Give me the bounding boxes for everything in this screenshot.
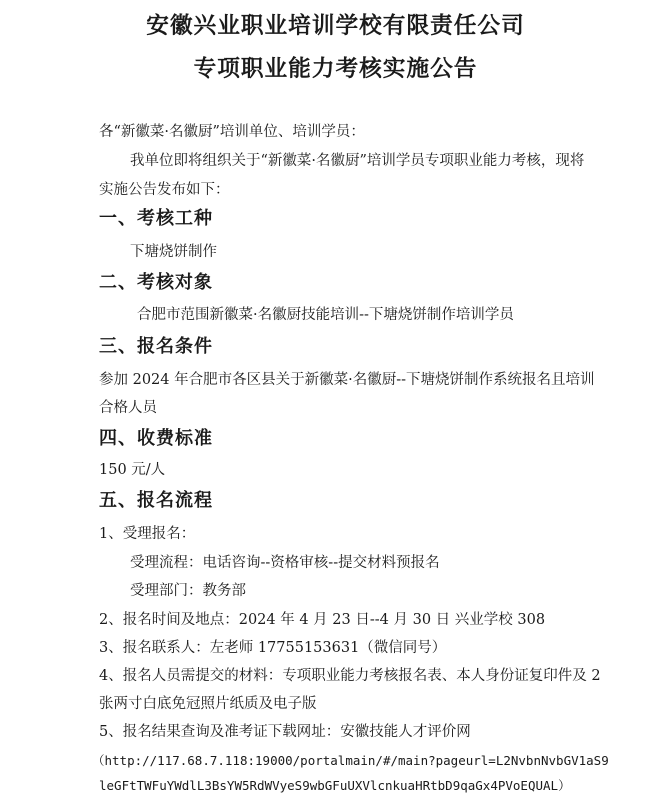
intro-line-2: 实施公告发布如下：	[99, 182, 230, 198]
item-4-line-1: 4、报名人员需提交的材料：专项职业能力考核报名表、本人身份证复印件及 2	[99, 668, 601, 684]
intro-line-1: 我单位即将组织关于“新徽菜·名徽厨”培训学员专项职业能力考核，现将	[130, 153, 585, 169]
section-5-heading: 五、报名流程	[99, 490, 213, 511]
section-1-content: 下塘烧饼制作	[130, 244, 217, 260]
item-4-line-2: 张两寸白底免冠照片纸质及电子版	[99, 696, 317, 712]
item-5-url-line-1[interactable]: （http://117.68.7.118:19000/portalmain/#/main?pageurl=L2NvbnNvbGV1aS9	[92, 753, 609, 768]
notice-title: 专项职业能力考核实施公告	[193, 56, 478, 82]
section-2-heading: 二、考核对象	[99, 272, 213, 293]
section-3-line-1: 参加 2024 年合肥市各区县关于新徽菜·名徽厨--下塘烧饼制作系统报名且培训	[99, 372, 595, 388]
item-1-dept: 受理部门：教务部	[130, 583, 246, 599]
section-3-heading: 三、报名条件	[99, 336, 213, 357]
section-1-heading: 一、考核工种	[99, 208, 213, 229]
section-2-content: 合肥市范围新徽菜·名徽厨技能培训--下塘烧饼制作培训学员	[137, 307, 514, 323]
item-5-url-line-2[interactable]: leGFtTWFuYWdlL3BsYW5RdWVyeS9wbGFuUXVlcnkuaHRtbD9qaGx4PVoEQUAL）	[99, 778, 571, 793]
section-3-line-2: 合格人员	[99, 400, 157, 416]
item-1-label: 1、受理报名：	[99, 526, 196, 542]
school-name-title: 安徽兴业职业培训学校有限责任公司	[146, 13, 525, 39]
item-5-line-1: 5、报名结果查询及准考证下载网址：安徽技能人才评价网	[99, 724, 471, 740]
section-4-heading: 四、收费标准	[99, 428, 213, 449]
section-4-content: 150 元/人	[99, 462, 166, 478]
item-2: 2、报名时间及地点：2024 年 4 月 23 日--4 月 30 日 兴业学校 308	[99, 612, 546, 628]
greeting: 各“新徽菜·名徽厨”培训单位、培训学员：	[99, 124, 365, 140]
item-3: 3、报名联系人：左老师 17755153631（微信同号）	[99, 640, 447, 656]
item-1-process: 受理流程：电话咨询--资格审核--提交材料预报名	[130, 555, 440, 571]
